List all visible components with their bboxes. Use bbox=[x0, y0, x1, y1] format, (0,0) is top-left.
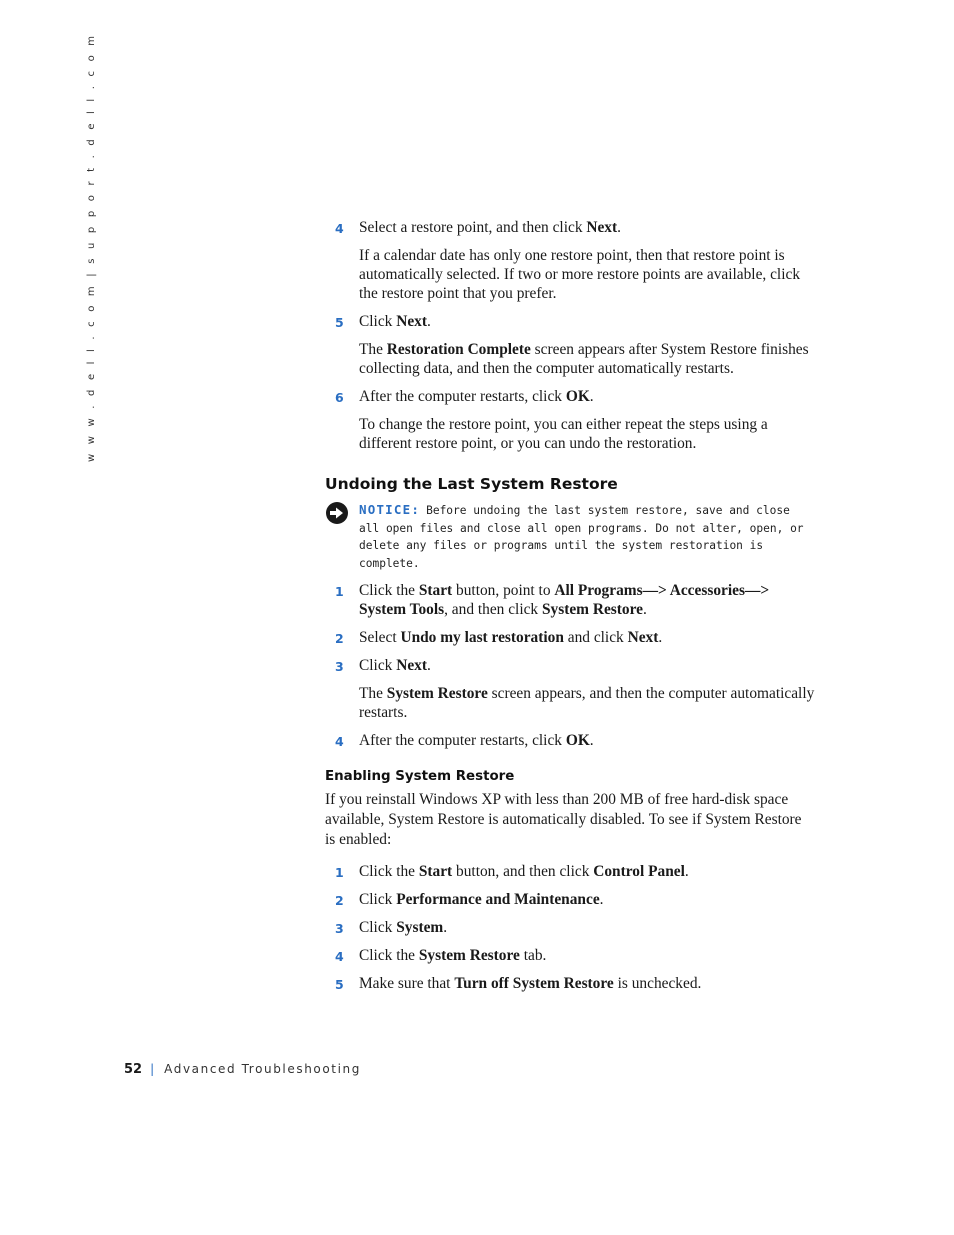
text-run: Click bbox=[359, 891, 397, 908]
step-number: 4 bbox=[335, 949, 344, 964]
step-uncheck-turn-off bbox=[325, 974, 815, 993]
text-run: . bbox=[589, 732, 594, 749]
text-run: . bbox=[599, 891, 604, 908]
page-footer bbox=[124, 1062, 361, 1077]
text-run: Click the bbox=[359, 947, 419, 964]
bold-term: Next bbox=[586, 219, 618, 236]
text-run: Make sure that bbox=[359, 975, 455, 992]
step-click-system bbox=[325, 918, 815, 937]
text-run: button, point to bbox=[452, 582, 555, 599]
step-text bbox=[359, 891, 604, 908]
step-text bbox=[359, 219, 621, 236]
text-run: . bbox=[643, 601, 647, 618]
step-text bbox=[359, 582, 769, 618]
step-number: 4 bbox=[335, 734, 344, 749]
step-text bbox=[359, 388, 594, 405]
step-text bbox=[359, 919, 447, 936]
bold-term: Next bbox=[627, 629, 659, 646]
step-open-control-panel bbox=[325, 862, 815, 881]
chapter-title: Advanced Troubleshooting bbox=[164, 1062, 361, 1076]
text-run: , and then click bbox=[444, 601, 542, 618]
text-run: is unchecked. bbox=[613, 975, 702, 992]
text-run: If a calendar date has only one restore point, then that restore point is automatically selected. If two or more restore points are available, click the restore point that you prefer. bbox=[359, 247, 801, 302]
step-number: 3 bbox=[335, 659, 344, 674]
text-run: Click bbox=[359, 313, 397, 330]
section-heading-undo: Undoing the Last System Restore bbox=[325, 475, 618, 493]
step-select-restore-point bbox=[325, 218, 815, 237]
step-text bbox=[359, 863, 689, 880]
step-number: 6 bbox=[335, 390, 344, 405]
text-run: button, and then click bbox=[452, 863, 594, 880]
text-run: After the computer restarts, click bbox=[359, 732, 566, 749]
text-run: After the computer restarts, click bbox=[359, 388, 566, 405]
step-number: 4 bbox=[335, 221, 344, 236]
step-text bbox=[359, 732, 594, 749]
step-performance-maintenance bbox=[325, 890, 815, 909]
step-number: 2 bbox=[335, 893, 344, 908]
bold-term: Next bbox=[396, 313, 427, 330]
text-run: The bbox=[359, 341, 387, 358]
text-run: . bbox=[426, 657, 431, 674]
footer-separator: | bbox=[150, 1062, 155, 1076]
text-run: screen appears after System Restore finishes collecting data, and then the computer automatically restarts. bbox=[359, 341, 809, 377]
bold-term: System bbox=[396, 919, 444, 936]
arrow-right-circle-icon bbox=[325, 501, 349, 531]
step-text bbox=[359, 313, 431, 330]
sidebar-url: w w w . d e l l . c o m | s u p p o r t . d e l l . c o m bbox=[86, 32, 97, 462]
step-click-ok bbox=[325, 387, 815, 406]
step-text bbox=[359, 657, 431, 674]
text-run: screen appears, and then the computer automatically restarts. bbox=[359, 685, 815, 721]
step-number: 5 bbox=[335, 315, 344, 330]
bold-term: Undo my last restoration bbox=[400, 629, 564, 646]
page-content bbox=[325, 218, 815, 1002]
bold-term: Start bbox=[418, 863, 453, 880]
step-note bbox=[325, 340, 815, 378]
bold-term: System Restore bbox=[386, 685, 488, 702]
text-run: . bbox=[684, 863, 689, 880]
bold-term: Performance and Maintenance bbox=[396, 891, 600, 908]
text-run: . bbox=[443, 919, 448, 936]
bold-term: System Restore bbox=[418, 947, 520, 964]
step-note bbox=[325, 684, 815, 722]
step-number: 5 bbox=[335, 977, 344, 992]
notice-block bbox=[325, 501, 815, 572]
text-run: Click bbox=[359, 919, 397, 936]
step-number: 1 bbox=[335, 865, 344, 880]
text-run: Click the bbox=[359, 863, 419, 880]
step-text bbox=[359, 975, 701, 992]
bold-term: All Programs—> Accessories—> System Tools bbox=[359, 582, 770, 618]
step-click-next bbox=[325, 656, 815, 675]
bold-term: System Restore bbox=[541, 601, 643, 618]
text-run: and click bbox=[563, 629, 628, 646]
bold-term: Restoration Complete bbox=[386, 341, 531, 358]
text-run: . bbox=[426, 313, 431, 330]
text-run: To change the restore point, you can either repeat the steps using a different restore point, or you can undo the restoration. bbox=[359, 416, 768, 452]
page-number: 52 bbox=[124, 1062, 143, 1077]
notice-label: NOTICE: bbox=[359, 502, 421, 517]
section-intro: If you reinstall Windows XP with less than 200 MB of free hard-disk space available, System Restore is automatically disabled. To see if System Restore is enabled: bbox=[325, 791, 802, 848]
text-run: Click the bbox=[359, 582, 419, 599]
bold-term: OK bbox=[565, 732, 590, 749]
bold-term: OK bbox=[565, 388, 590, 405]
step-text bbox=[359, 947, 546, 964]
step-select-undo bbox=[325, 628, 815, 647]
step-number: 2 bbox=[335, 631, 344, 646]
text-run: Select bbox=[359, 629, 401, 646]
step-number: 3 bbox=[335, 921, 344, 936]
text-run: The bbox=[359, 685, 387, 702]
bold-term: Next bbox=[396, 657, 427, 674]
step-click-next bbox=[325, 312, 815, 331]
text-run: Click bbox=[359, 657, 397, 674]
step-note bbox=[325, 246, 815, 303]
text-run: . bbox=[658, 629, 663, 646]
text-run: . bbox=[617, 219, 621, 236]
notice-text: Before undoing the last system restore, save and close all open files and close all open programs. Do not alter, open, or delete any files or programs until the system restoration is complete. bbox=[359, 504, 804, 570]
text-run: . bbox=[589, 388, 594, 405]
step-number: 1 bbox=[335, 584, 344, 599]
step-system-restore-tab bbox=[325, 946, 815, 965]
step-note bbox=[325, 415, 815, 453]
bold-term: Turn off System Restore bbox=[454, 975, 614, 992]
text-run: Select a restore point, and then click bbox=[359, 219, 587, 236]
bold-term: Control Panel bbox=[593, 863, 685, 880]
text-run: tab. bbox=[519, 947, 547, 964]
step-text bbox=[359, 629, 662, 646]
section-heading-enable: Enabling System Restore bbox=[325, 769, 515, 784]
step-click-ok bbox=[325, 731, 815, 750]
step-open-system-restore bbox=[325, 581, 815, 619]
bold-term: Start bbox=[418, 582, 453, 599]
